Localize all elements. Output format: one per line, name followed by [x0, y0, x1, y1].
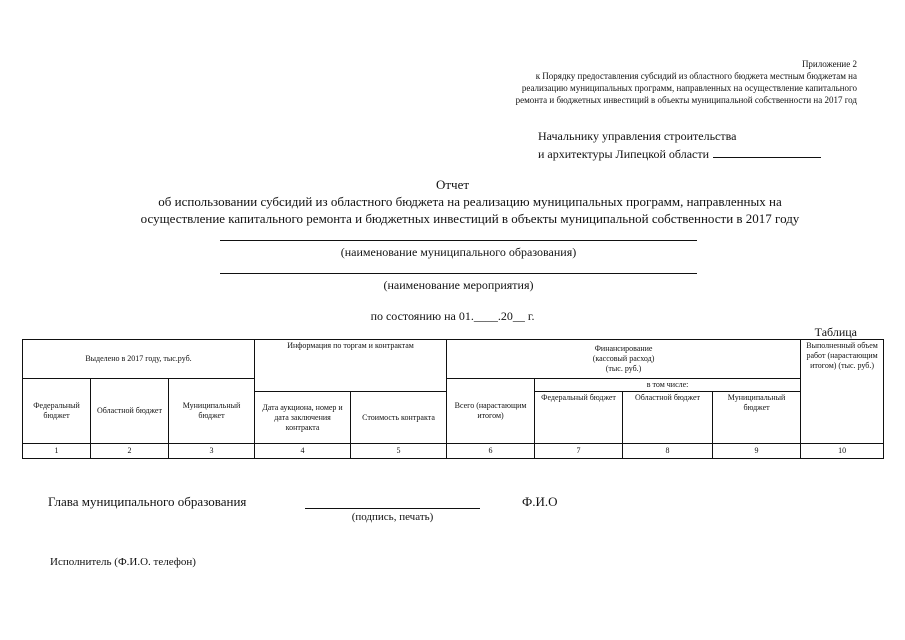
- appendix-line-3: реализацию муниципальных программ, направленных на осуществление капитального: [521, 83, 857, 93]
- addressee-block: [538, 128, 858, 163]
- col-number: 1: [23, 444, 91, 459]
- col-number: 6: [447, 444, 535, 459]
- report-title: Отчет: [435, 177, 470, 192]
- report-subtitle-line-1: об использовании субсидий из областного бюджета на реализацию муниципальных программ, направленных на: [158, 194, 782, 209]
- addressee-line-2: [538, 145, 858, 163]
- executor-label: Исполнитель (Ф.И.О. телефон): [50, 556, 196, 568]
- col-number: 4: [255, 444, 351, 459]
- addressee-name-blank[interactable]: [713, 145, 821, 158]
- header-fin-regional: Областной бюджет: [623, 392, 713, 444]
- header-financing-l1: Финансирование: [594, 344, 653, 353]
- appendix-line-1: Приложение 2: [801, 59, 857, 69]
- header-regional: Областной бюджет: [91, 379, 169, 444]
- header-financing-l2: (кассовый расход): [592, 354, 655, 363]
- header-allocated: Выделено в 2017 году, тыс.руб.: [23, 340, 255, 379]
- header-total: Всего (нарастающим итогом): [447, 379, 535, 444]
- report-table: [22, 339, 884, 459]
- header-fin-municipal: Муниципальный бюджет: [713, 392, 801, 444]
- header-tenders: Информация по торгам и контрактам: [255, 340, 447, 392]
- as-of-date: по состоянию на 01.____.20__ г.: [370, 309, 535, 323]
- header-financing: [447, 340, 801, 379]
- header-including: в том числе:: [535, 379, 801, 392]
- table-header-row-2: [23, 379, 884, 392]
- header-auction: Дата аукциона, номер и дата заключения контракта: [255, 392, 351, 444]
- addressee-line-1: Начальнику управления строительства: [538, 129, 737, 143]
- municipality-blank-line[interactable]: [220, 240, 697, 241]
- signature-head-label: Глава муниципального образования: [48, 494, 247, 509]
- header-financing-l3: (тыс. руб.): [605, 364, 642, 373]
- header-municipal: Муниципальный бюджет: [169, 379, 255, 444]
- col-number: 7: [535, 444, 623, 459]
- signature-caption: (подпись, печать): [351, 511, 434, 523]
- header-federal: Федеральный бюджет: [23, 379, 91, 444]
- header-fin-federal: Федеральный бюджет: [535, 392, 623, 444]
- signature-fio: Ф.И.О: [522, 494, 558, 509]
- col-number: 9: [713, 444, 801, 459]
- report-subtitle-line-2: осуществление капитального ремонта и бюджетных инвестиций в объекты муниципальной собственности в 2017 году: [140, 211, 800, 226]
- municipality-caption: (наименование муниципального образования): [340, 245, 577, 259]
- col-number: 2: [91, 444, 169, 459]
- header-contract-cost: Стоимость контракта: [351, 392, 447, 444]
- addressee-line-2-text: и архитектуры Липецкой области: [538, 147, 710, 161]
- appendix-line-2: к Порядку предоставления субсидий из областного бюджета местным бюджетам на: [535, 71, 857, 81]
- signature-blank-line[interactable]: [305, 508, 480, 509]
- header-work-done: Выполненный объем работ (нарастающим итогом) (тыс. руб.): [801, 340, 884, 444]
- table-label: Таблица: [814, 325, 857, 339]
- appendix-header: [387, 58, 857, 106]
- event-blank-line[interactable]: [220, 273, 697, 274]
- table-header-row-1: [23, 340, 884, 379]
- col-number: 5: [351, 444, 447, 459]
- report-subtitle: [40, 193, 900, 227]
- event-caption: (наименование мероприятия): [383, 278, 534, 292]
- table-column-numbers: [23, 444, 884, 459]
- appendix-line-4: ремонта и бюджетных инвестиций в объекты муниципальной собственности на 2017 год: [515, 95, 857, 105]
- col-number: 8: [623, 444, 713, 459]
- col-number: 10: [801, 444, 884, 459]
- col-number: 3: [169, 444, 255, 459]
